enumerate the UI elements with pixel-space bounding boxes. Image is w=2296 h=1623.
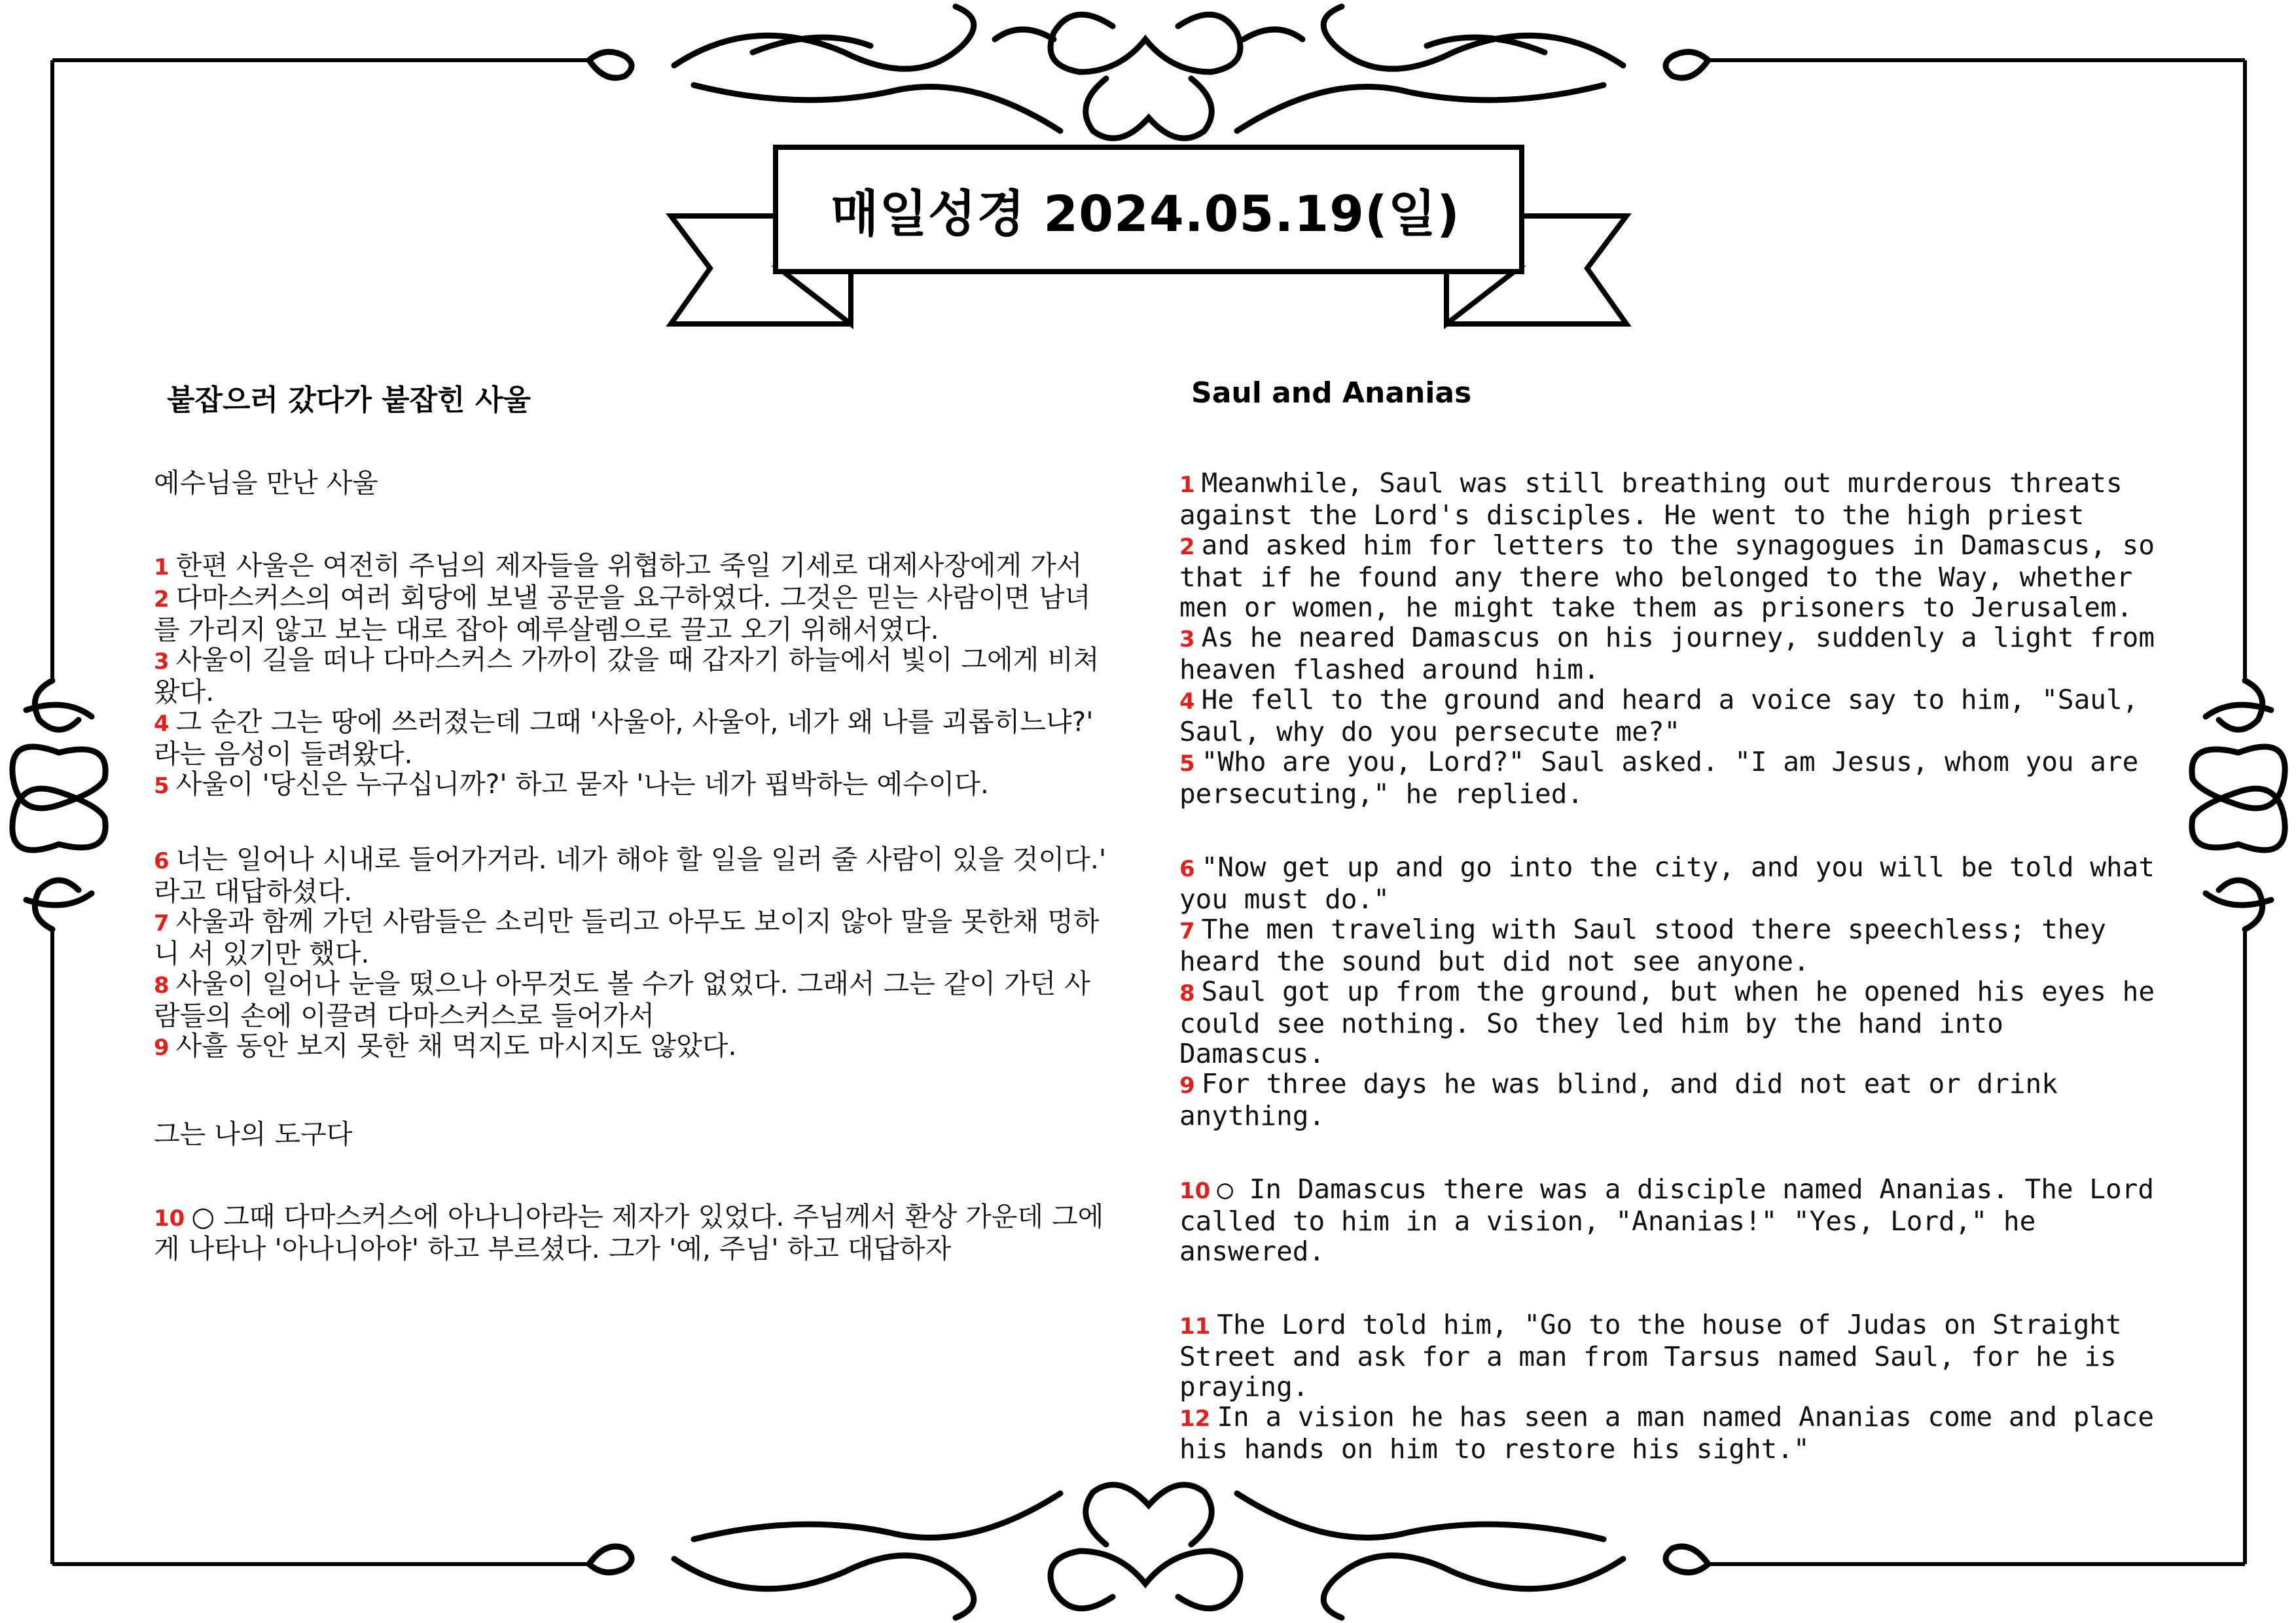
verse-text: "Now get up and go into the city, and you will be told what you must do." bbox=[1179, 851, 2155, 915]
english-text-column bbox=[1179, 468, 2161, 1464]
verse bbox=[154, 707, 1109, 769]
verse-text: 한편 사울은 여전히 주님의 제자들을 위협하고 죽일 기세로 대제사장에게 가서 bbox=[175, 550, 1083, 581]
verse-number: 6 bbox=[154, 848, 170, 874]
verse-text: He fell to the ground and heard a voice say to him, "Saul, Saul, why do you persecute me?" bbox=[1179, 684, 2139, 747]
verse-text: 너는 일어나 시내로 들어가거라. 네가 해야 할 일을 일러 줄 사람이 있을 것이다.' 라고 대답하셨다. bbox=[154, 844, 1107, 907]
verse-number: 12 bbox=[1179, 1406, 1211, 1432]
verse-text: and asked him for letters to the synagogues in Damascus, so that if he found any there who belonged to the Way, whether men or women, he might take them as prisoners to Jerusalem. bbox=[1179, 529, 2155, 623]
verse bbox=[154, 645, 1109, 707]
verse bbox=[154, 844, 1109, 906]
verse-number: 8 bbox=[1179, 980, 1195, 1007]
verse-number: 3 bbox=[154, 649, 170, 675]
verse bbox=[1179, 1174, 2161, 1266]
verse bbox=[154, 1202, 1109, 1264]
korean-text-column bbox=[154, 468, 1109, 1264]
verse bbox=[154, 906, 1109, 969]
banner-title: 매일성경 2024.05.19(일) bbox=[831, 184, 1460, 243]
verse-text: ○ 그때 다마스커스에 아나니아라는 제자가 있었다. 주님께서 환상 가운데 그에게 나타나 '아나니아야' 하고 부르셨다. 그가 '예, 주님' 하고 대답하자 bbox=[154, 1201, 1104, 1264]
left-side-ornament bbox=[12, 681, 105, 929]
verse bbox=[1179, 685, 2161, 747]
verse-text: The men traveling with Saul stood there speechless; they heard the sound but did not see anyone. bbox=[1179, 914, 2106, 977]
verse-number: 2 bbox=[1179, 534, 1195, 560]
verse-number: 4 bbox=[154, 711, 170, 737]
verse-text: Saul got up from the ground, but when he opened his eyes he could see nothing. So they led him by the hand into Damascus. bbox=[1179, 976, 2155, 1069]
verse-number: 6 bbox=[1179, 856, 1195, 882]
verse-number: 7 bbox=[1179, 918, 1195, 944]
verse-number: 2 bbox=[154, 586, 170, 613]
verse-text: 사흘 동안 보지 못한 채 먹지도 마시지도 않았다. bbox=[175, 1030, 737, 1061]
bottom-flourish-ornament bbox=[589, 1485, 1708, 1618]
verse-text: As he neared Damascus on his journey, suddenly a light from heaven flashed around him. bbox=[1179, 622, 2155, 685]
korean-heading: 붙잡으러 갔다가 붙잡힌 사울 bbox=[167, 383, 531, 417]
verse bbox=[1179, 852, 2161, 914]
verse-text: 다마스커스의 여러 회당에 보낼 공문을 요구하였다. 그것은 믿는 사람이면 남녀를 가리지 않고 보는 대로 잡아 예루살렘으로 끌고 오기 위해서였다. bbox=[154, 582, 1091, 645]
verse-number: 5 bbox=[1179, 751, 1195, 777]
verse-number: 11 bbox=[1179, 1313, 1211, 1340]
verse-number: 9 bbox=[1179, 1073, 1195, 1099]
verse-number: 9 bbox=[154, 1035, 170, 1061]
verse-number: 3 bbox=[1179, 626, 1195, 652]
verse bbox=[1179, 1402, 2161, 1464]
verse-text: "Who are you, Lord?" Saul asked. "I am Jesus, whom you are persecuting," he replied. bbox=[1179, 746, 2139, 810]
verse-number: 8 bbox=[154, 972, 170, 999]
verse-text: Meanwhile, Saul was still breathing out murderous threats against the Lord's disciples. He went to the high priest bbox=[1179, 467, 2123, 531]
section-subtitle: 예수님을 만난 사울 bbox=[154, 467, 378, 499]
verse-text: 사울이 '당신은 누구십니까?' 하고 묻자 '나는 네가 핍박하는 예수이다. bbox=[175, 768, 989, 800]
verse bbox=[1179, 468, 2161, 530]
verse bbox=[154, 969, 1109, 1031]
verse-text: 사울이 길을 떠나 다마스커스 가까이 갔을 때 갑자기 하늘에서 빛이 그에게 비쳐 왔다. bbox=[154, 644, 1100, 707]
verse bbox=[154, 550, 1109, 582]
verse bbox=[1179, 622, 2161, 685]
verse-text: The Lord told him, "Go to the house of Judas on Straight Street and ask for a man from Tarsus named Saul, for he is praying. bbox=[1179, 1309, 2122, 1402]
verse bbox=[1179, 530, 2161, 622]
verse-number: 5 bbox=[154, 773, 170, 799]
verse bbox=[154, 1031, 1109, 1063]
verse-text: ○ In Damascus there was a disciple named Ananias. The Lord called to him in a vision, "Ananias!" "Yes, Lord," he answered. bbox=[1179, 1173, 2155, 1267]
verse bbox=[1179, 1069, 2161, 1131]
verse bbox=[154, 582, 1109, 645]
verse-number: 10 bbox=[1179, 1178, 1211, 1204]
verse-text: In a vision he has seen a man named Ananias come and place his hands on him to restore his sight." bbox=[1179, 1401, 2155, 1465]
right-side-ornament bbox=[2192, 681, 2285, 929]
verse-text: For three days he was blind, and did not eat or drink anything. bbox=[1179, 1068, 2058, 1132]
verse-number: 4 bbox=[1179, 688, 1195, 715]
verse-text: 사울과 함께 가던 사람들은 소리만 들리고 아무도 보이지 않아 말을 못한채 멍하니 서 있기만 했다. bbox=[154, 906, 1100, 969]
verse bbox=[1179, 976, 2161, 1069]
verse-text: 사울이 일어나 눈을 떴으나 아무것도 볼 수가 없었다. 그래서 그는 같이 가던 사람들의 손에 이끌려 다마스커스로 들어가서 bbox=[154, 968, 1090, 1031]
verse bbox=[154, 769, 1109, 801]
verse bbox=[1179, 914, 2161, 976]
verse bbox=[1179, 1310, 2161, 1402]
verse-number: 7 bbox=[154, 910, 170, 936]
verse-number: 10 bbox=[154, 1205, 185, 1232]
verse-number: 1 bbox=[1179, 472, 1195, 498]
verse-number: 1 bbox=[154, 554, 170, 580]
verse-text: 그 순간 그는 땅에 쓰러졌는데 그때 '사울아, 사울아, 네가 왜 나를 괴롭히느냐?' 라는 음성이 들려왔다. bbox=[154, 706, 1094, 770]
top-flourish-ornament bbox=[589, 7, 1708, 138]
section-subtitle: 그는 나의 도구다 bbox=[154, 1118, 353, 1150]
english-heading: Saul and Ananias bbox=[1191, 376, 1472, 410]
verse bbox=[1179, 747, 2161, 809]
